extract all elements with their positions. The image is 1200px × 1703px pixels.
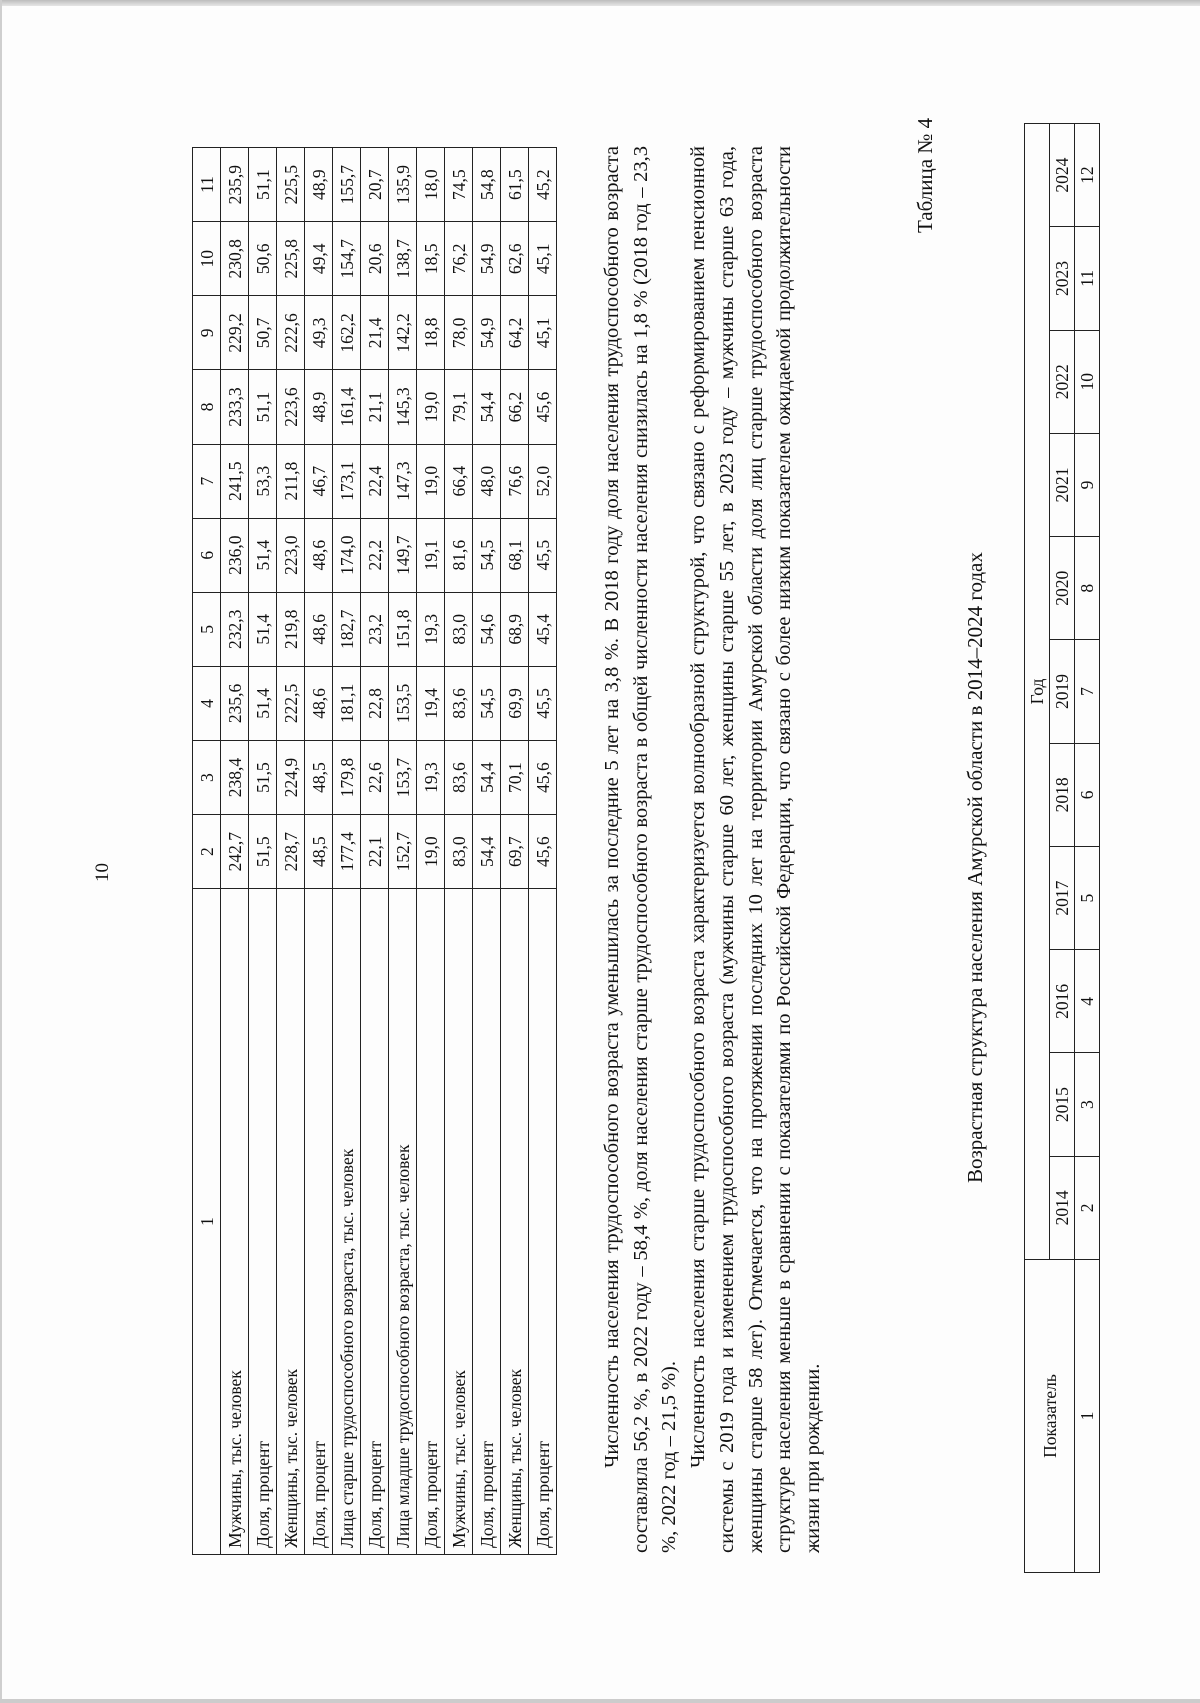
value-cell: 18,8 bbox=[417, 296, 445, 370]
table-title: Возрастная структура населения Амурской области в 2014–2024 годах bbox=[963, 552, 987, 1183]
table4-header-row bbox=[1025, 124, 1050, 1573]
year-cell: 2014 bbox=[1050, 1156, 1075, 1259]
value-cell: 233,3 bbox=[221, 370, 249, 444]
column-number-cell: 4 bbox=[193, 666, 221, 740]
value-cell: 20,6 bbox=[361, 222, 389, 296]
value-cell: 83,0 bbox=[445, 592, 473, 666]
value-cell: 219,8 bbox=[277, 592, 305, 666]
value-cell: 53,3 bbox=[249, 444, 277, 518]
age-structure-table bbox=[1024, 123, 1100, 1573]
table-row bbox=[473, 148, 501, 1555]
value-cell: 142,2 bbox=[389, 296, 417, 370]
value-cell: 51,5 bbox=[249, 741, 277, 815]
value-cell: 236,0 bbox=[221, 518, 249, 592]
value-cell: 228,7 bbox=[277, 815, 305, 889]
value-cell: 48,0 bbox=[473, 444, 501, 518]
value-cell: 54,9 bbox=[473, 222, 501, 296]
table-header-row bbox=[193, 148, 221, 1555]
value-cell: 48,6 bbox=[305, 518, 333, 592]
value-cell: 174,0 bbox=[333, 518, 361, 592]
value-cell: 51,1 bbox=[249, 370, 277, 444]
value-cell: 48,6 bbox=[305, 666, 333, 740]
table-row bbox=[333, 148, 361, 1555]
value-cell: 149,7 bbox=[389, 518, 417, 592]
value-cell: 19,4 bbox=[417, 666, 445, 740]
value-cell: 20,7 bbox=[361, 148, 389, 222]
value-cell: 49,4 bbox=[305, 222, 333, 296]
value-cell: 61,5 bbox=[501, 148, 529, 222]
column-number-cell: 11 bbox=[1075, 227, 1100, 330]
table-row bbox=[417, 148, 445, 1555]
column-number-cell: 2 bbox=[1075, 1156, 1100, 1259]
value-cell: 76,6 bbox=[501, 444, 529, 518]
value-cell: 235,6 bbox=[221, 666, 249, 740]
value-cell: 182,7 bbox=[333, 592, 361, 666]
table-row bbox=[529, 148, 557, 1555]
value-cell: 177,4 bbox=[333, 815, 361, 889]
value-cell: 223,0 bbox=[277, 518, 305, 592]
value-cell: 45,5 bbox=[529, 518, 557, 592]
column-number-cell: 10 bbox=[1075, 330, 1100, 433]
value-cell: 54,8 bbox=[473, 148, 501, 222]
value-cell: 49,3 bbox=[305, 296, 333, 370]
column-number-cell: 5 bbox=[1075, 846, 1100, 949]
value-cell: 18,0 bbox=[417, 148, 445, 222]
table-caption: Таблица № 4 bbox=[913, 117, 937, 233]
value-cell: 48,9 bbox=[305, 148, 333, 222]
row-label-cell: Лица старше трудоспособного возраста, тыс. человек bbox=[333, 889, 361, 1555]
value-cell: 225,5 bbox=[277, 148, 305, 222]
indicator-header-cell: Показатель bbox=[1025, 1260, 1075, 1573]
value-cell: 19,3 bbox=[417, 741, 445, 815]
column-number-cell: 11 bbox=[193, 148, 221, 222]
table-row bbox=[389, 148, 417, 1555]
value-cell: 45,6 bbox=[529, 815, 557, 889]
value-cell: 241,5 bbox=[221, 444, 249, 518]
value-cell: 51,4 bbox=[249, 666, 277, 740]
year-group-header-cell: Год bbox=[1025, 124, 1050, 1260]
value-cell: 151,8 bbox=[389, 592, 417, 666]
column-number-cell: 1 bbox=[1075, 1260, 1100, 1573]
value-cell: 153,5 bbox=[389, 666, 417, 740]
value-cell: 69,9 bbox=[501, 666, 529, 740]
value-cell: 54,4 bbox=[473, 370, 501, 444]
value-cell: 22,2 bbox=[361, 518, 389, 592]
value-cell: 69,7 bbox=[501, 815, 529, 889]
value-cell: 50,7 bbox=[249, 296, 277, 370]
value-cell: 54,5 bbox=[473, 518, 501, 592]
year-cell: 2021 bbox=[1050, 433, 1075, 536]
column-number-cell: 8 bbox=[193, 370, 221, 444]
column-number-cell: 2 bbox=[193, 815, 221, 889]
value-cell: 21,4 bbox=[361, 296, 389, 370]
value-cell: 145,3 bbox=[389, 370, 417, 444]
value-cell: 54,4 bbox=[473, 815, 501, 889]
table-row bbox=[277, 148, 305, 1555]
value-cell: 45,6 bbox=[529, 370, 557, 444]
column-number-cell: 8 bbox=[1075, 537, 1100, 640]
column-number-cell: 6 bbox=[1075, 743, 1100, 846]
column-number-cell: 10 bbox=[193, 222, 221, 296]
column-number-cell: 3 bbox=[193, 741, 221, 815]
value-cell: 79,1 bbox=[445, 370, 473, 444]
row-label-cell: Женщины, тыс. человек bbox=[277, 889, 305, 1555]
value-cell: 22,8 bbox=[361, 666, 389, 740]
value-cell: 19,0 bbox=[417, 444, 445, 518]
value-cell: 70,1 bbox=[501, 741, 529, 815]
value-cell: 224,9 bbox=[277, 741, 305, 815]
population-table-continued bbox=[192, 147, 557, 1555]
value-cell: 54,9 bbox=[473, 296, 501, 370]
column-number-cell: 9 bbox=[193, 296, 221, 370]
value-cell: 48,5 bbox=[305, 815, 333, 889]
value-cell: 153,7 bbox=[389, 741, 417, 815]
table-row bbox=[249, 148, 277, 1555]
year-cell: 2020 bbox=[1050, 537, 1075, 640]
year-cell: 2018 bbox=[1050, 743, 1075, 846]
value-cell: 19,1 bbox=[417, 518, 445, 592]
value-cell: 18,5 bbox=[417, 222, 445, 296]
value-cell: 238,4 bbox=[221, 741, 249, 815]
value-cell: 68,1 bbox=[501, 518, 529, 592]
value-cell: 62,6 bbox=[501, 222, 529, 296]
row-label-cell: Женщины, тыс. человек bbox=[501, 889, 529, 1555]
table4-numbering-row bbox=[1075, 124, 1100, 1573]
value-cell: 48,6 bbox=[305, 592, 333, 666]
value-cell: 66,2 bbox=[501, 370, 529, 444]
value-cell: 64,2 bbox=[501, 296, 529, 370]
column-number-cell: 9 bbox=[1075, 433, 1100, 536]
value-cell: 19,3 bbox=[417, 592, 445, 666]
value-cell: 54,4 bbox=[473, 741, 501, 815]
row-label-cell: Доля, процент bbox=[305, 889, 333, 1555]
value-cell: 161,4 bbox=[333, 370, 361, 444]
value-cell: 22,1 bbox=[361, 815, 389, 889]
value-cell: 78,0 bbox=[445, 296, 473, 370]
year-cell: 2017 bbox=[1050, 846, 1075, 949]
value-cell: 21,1 bbox=[361, 370, 389, 444]
column-number-cell: 1 bbox=[193, 889, 221, 1555]
paragraph-working-age: Численность населения трудоспособного возраста уменьшилась за последние 5 лет на 3,8 %. В 2018 году доля населения трудоспособного возраста составляла 56,2 %, в 2022 году – 58,4 %, доля населения старше трудоспособного возраста в общей численности населения снизилась на 1,8 % (2018 год – 23,3 %, 2022 год – 21,5 %). bbox=[601, 146, 681, 1553]
value-cell: 229,2 bbox=[221, 296, 249, 370]
value-cell: 45,4 bbox=[529, 592, 557, 666]
value-cell: 76,2 bbox=[445, 222, 473, 296]
year-cell: 2016 bbox=[1050, 950, 1075, 1053]
page-number: 10 bbox=[92, 863, 113, 882]
value-cell: 54,5 bbox=[473, 666, 501, 740]
value-cell: 22,4 bbox=[361, 444, 389, 518]
value-cell: 45,1 bbox=[529, 222, 557, 296]
value-cell: 232,3 bbox=[221, 592, 249, 666]
value-cell: 83,6 bbox=[445, 741, 473, 815]
value-cell: 45,1 bbox=[529, 296, 557, 370]
row-label-cell: Доля, процент bbox=[361, 889, 389, 1555]
value-cell: 19,0 bbox=[417, 370, 445, 444]
table-row bbox=[445, 148, 473, 1555]
value-cell: 222,6 bbox=[277, 296, 305, 370]
row-label-cell: Мужчины, тыс. человек bbox=[445, 889, 473, 1555]
year-cell: 2024 bbox=[1050, 124, 1075, 227]
value-cell: 74,5 bbox=[445, 148, 473, 222]
year-cell: 2019 bbox=[1050, 640, 1075, 743]
value-cell: 52,0 bbox=[529, 444, 557, 518]
value-cell: 51,4 bbox=[249, 518, 277, 592]
year-cell: 2023 bbox=[1050, 227, 1075, 330]
column-number-cell: 7 bbox=[193, 444, 221, 518]
table-row bbox=[305, 148, 333, 1555]
value-cell: 51,4 bbox=[249, 592, 277, 666]
row-label-cell: Лица младше трудоспособного возраста, тыс. человек bbox=[389, 889, 417, 1555]
value-cell: 179,8 bbox=[333, 741, 361, 815]
value-cell: 162,2 bbox=[333, 296, 361, 370]
column-number-cell: 12 bbox=[1075, 124, 1100, 227]
value-cell: 138,7 bbox=[389, 222, 417, 296]
value-cell: 211,8 bbox=[277, 444, 305, 518]
value-cell: 173,1 bbox=[333, 444, 361, 518]
row-label-cell: Мужчины, тыс. человек bbox=[221, 889, 249, 1555]
value-cell: 22,6 bbox=[361, 741, 389, 815]
value-cell: 152,7 bbox=[389, 815, 417, 889]
value-cell: 147,3 bbox=[389, 444, 417, 518]
value-cell: 83,6 bbox=[445, 666, 473, 740]
value-cell: 242,7 bbox=[221, 815, 249, 889]
value-cell: 66,4 bbox=[445, 444, 473, 518]
row-label-cell: Доля, процент bbox=[417, 889, 445, 1555]
value-cell: 223,6 bbox=[277, 370, 305, 444]
table-row bbox=[361, 148, 389, 1555]
column-number-cell: 3 bbox=[1075, 1053, 1100, 1156]
value-cell: 50,6 bbox=[249, 222, 277, 296]
value-cell: 181,1 bbox=[333, 666, 361, 740]
value-cell: 19,0 bbox=[417, 815, 445, 889]
value-cell: 54,6 bbox=[473, 592, 501, 666]
population-table-body bbox=[193, 148, 557, 1555]
table-row bbox=[221, 148, 249, 1555]
value-cell: 230,8 bbox=[221, 222, 249, 296]
value-cell: 81,6 bbox=[445, 518, 473, 592]
row-label-cell: Доля, процент bbox=[529, 889, 557, 1555]
value-cell: 45,6 bbox=[529, 741, 557, 815]
value-cell: 235,9 bbox=[221, 148, 249, 222]
value-cell: 46,7 bbox=[305, 444, 333, 518]
year-cell: 2022 bbox=[1050, 330, 1075, 433]
table-row bbox=[501, 148, 529, 1555]
value-cell: 68,9 bbox=[501, 592, 529, 666]
row-label-cell: Доля, процент bbox=[249, 889, 277, 1555]
row-label-cell: Доля, процент bbox=[473, 889, 501, 1555]
paragraph-older-age: Численность населения старше трудоспособного возраста характеризуется волнообразной структурой, что связано с реформированием пенсионной системы с 2019 года и изменением трудоспособного возраста (мужчины старше 60 лет, женщины старше 55 лет, в 2023 году – мужчины старше 63 года, женщины старше 58 лет). Отмечается, что на протяжении последних 10 лет на территории Амурской области доля лиц старше трудоспособного возраста структуре населения меньше в сравнении с показателями по Российской Федерации, что связано с более низким показателем ожидаемой продолжительности жизни при рождении. bbox=[687, 146, 824, 1553]
value-cell: 225,8 bbox=[277, 222, 305, 296]
year-cell: 2015 bbox=[1050, 1053, 1075, 1156]
value-cell: 45,5 bbox=[529, 666, 557, 740]
value-cell: 48,9 bbox=[305, 370, 333, 444]
value-cell: 154,7 bbox=[333, 222, 361, 296]
value-cell: 222,5 bbox=[277, 666, 305, 740]
value-cell: 23,2 bbox=[361, 592, 389, 666]
column-number-cell: 4 bbox=[1075, 950, 1100, 1053]
column-number-cell: 6 bbox=[193, 518, 221, 592]
value-cell: 51,1 bbox=[249, 148, 277, 222]
value-cell: 45,2 bbox=[529, 148, 557, 222]
body-text bbox=[598, 146, 828, 1553]
age-structure-table-body bbox=[1025, 124, 1100, 1573]
value-cell: 135,9 bbox=[389, 148, 417, 222]
value-cell: 155,7 bbox=[333, 148, 361, 222]
column-number-cell: 5 bbox=[193, 592, 221, 666]
column-number-cell: 7 bbox=[1075, 640, 1100, 743]
value-cell: 51,5 bbox=[249, 815, 277, 889]
value-cell: 83,0 bbox=[445, 815, 473, 889]
value-cell: 48,5 bbox=[305, 741, 333, 815]
